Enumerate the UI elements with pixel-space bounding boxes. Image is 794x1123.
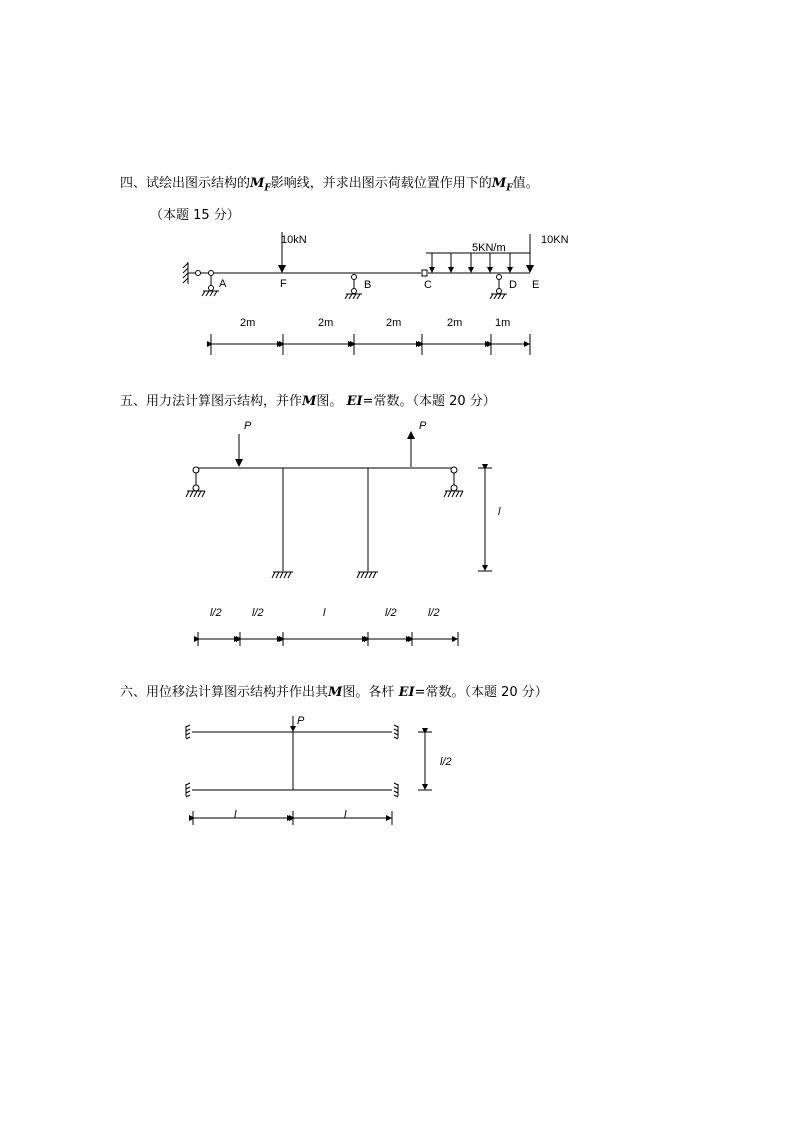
q4-support-a-icon xyxy=(202,276,219,296)
q5-dim-5: l/2 xyxy=(428,607,440,619)
q6-labels xyxy=(234,715,452,821)
q5-load-label-2: P xyxy=(419,420,427,432)
q5-dim-1: l/2 xyxy=(210,607,222,619)
q4-hinge-c xyxy=(422,270,427,276)
q4-support-d-icon xyxy=(490,275,507,300)
q5-height-label: l xyxy=(498,506,501,518)
q5-support-right-icon xyxy=(444,467,463,497)
q4-point-d: D xyxy=(509,279,517,291)
q4-symbol: $M_F$ xyxy=(250,176,271,194)
q4-score-note: （本题 15 分） xyxy=(150,208,240,223)
q5-fixed-base-left-icon xyxy=(272,572,293,578)
q4-dimension-line xyxy=(211,334,530,355)
q5-height-dimension xyxy=(478,468,492,571)
q5-dim-4: l/2 xyxy=(385,607,397,619)
q4-dim-1: 2m xyxy=(240,317,256,329)
q5-frame-diagram xyxy=(186,432,492,646)
q5-prefix: 五、用力法计算图示结构，并作 xyxy=(120,394,303,409)
q6-ei: EI xyxy=(398,685,415,700)
q4-dim-5: 1m xyxy=(495,317,511,329)
q4-dim-2: 2m xyxy=(318,317,334,329)
q4-suffix: 值。 xyxy=(512,176,539,191)
q4-load-label-1: 10kN xyxy=(281,234,307,246)
q5-load-label-1: P xyxy=(244,420,252,432)
q6-dimension-line xyxy=(193,811,392,825)
q4-distributed-load-arrows xyxy=(432,253,510,272)
q5-symbol: M xyxy=(302,394,317,409)
q4-point-a: A xyxy=(219,278,227,290)
q5-dimension-line xyxy=(198,632,458,646)
q6-dim-1: l xyxy=(234,809,237,821)
q4-point-b: B xyxy=(364,279,372,291)
q5-ei: EI xyxy=(346,394,363,409)
q5-fixed-base-right-icon xyxy=(357,572,378,578)
q4-point-f: F xyxy=(280,278,287,290)
q4-dim-3: 2m xyxy=(386,317,402,329)
q6-suffix: =常数。（本题 20 分） xyxy=(414,685,548,700)
q6-fixed-left-top-icon xyxy=(186,725,190,739)
q6-height-label: l/2 xyxy=(440,756,452,768)
q5-suffix: =常数。（本题 20 分） xyxy=(362,394,496,409)
q4-support-b-icon xyxy=(345,275,362,300)
q4-dim-4: 2m xyxy=(447,317,463,329)
q4-point-c: C xyxy=(424,279,432,291)
q4-wall-hatch-icon xyxy=(183,263,188,283)
q5-labels xyxy=(210,420,501,619)
q6-height-dimension xyxy=(418,732,432,790)
q4-load-label-2: 5KN/m xyxy=(472,242,506,254)
q4-mid: 影响线，并求出图示荷载位置作用下的 xyxy=(270,176,492,191)
q4-load-label-3: 10KN xyxy=(541,234,569,246)
q5-dim-3: l xyxy=(323,607,326,619)
q4-labels xyxy=(219,234,569,329)
q5-dim-2: l/2 xyxy=(252,607,264,619)
q5-support-left-icon xyxy=(186,467,205,497)
q6-mid: 图。各杆 xyxy=(342,685,395,700)
q4-prefix: 四、试绘出图示结构的 xyxy=(120,176,251,191)
q5-mid: 图。 xyxy=(316,394,343,409)
q4-point-e: E xyxy=(532,279,540,291)
q6-dim-2: l xyxy=(344,809,347,821)
q6-fixed-right-top-icon xyxy=(394,725,398,739)
q6-load-label: P xyxy=(297,715,305,727)
q4-symbol-2: $M_F$ xyxy=(491,176,513,194)
q6-fixed-right-bottom-icon xyxy=(394,783,398,797)
q6-frame-diagram xyxy=(186,716,432,825)
q6-prefix: 六、用位移法计算图示结构并作出其 xyxy=(120,685,329,700)
q6-symbol: M xyxy=(328,685,343,700)
q6-fixed-left-bottom-icon xyxy=(186,783,190,797)
